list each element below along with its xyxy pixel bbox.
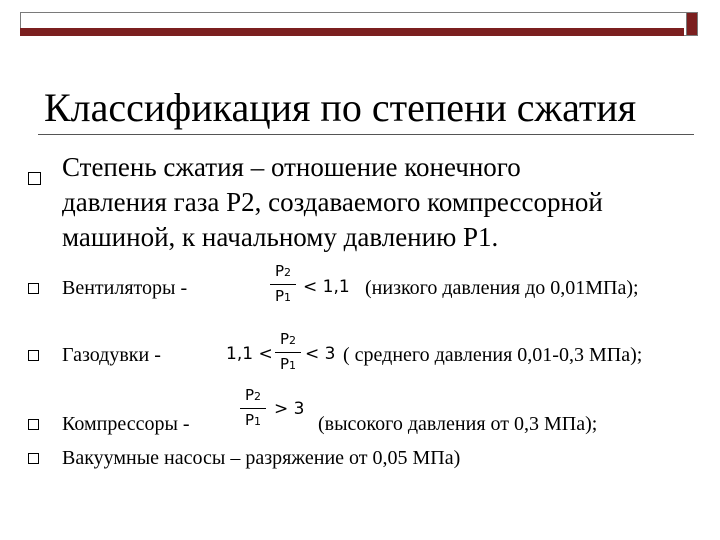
square-bullet-icon	[28, 453, 39, 464]
square-bullet-icon	[28, 172, 41, 185]
definition-line-3: машиной, к начальному давлению Р1.	[62, 222, 499, 252]
definition-line-2: давления газа Р2, создаваемого компрессорной	[62, 187, 603, 217]
definition-line-1: Степень сжатия – отношение конечного	[62, 152, 521, 182]
item-compressors-description: (высокого давления от 0,3 МПа);	[318, 413, 598, 435]
item-blowers-description: ( среднего давления 0,01-0,3 МПа);	[343, 344, 643, 366]
slide-title: Классификация по степени сжатия	[44, 85, 637, 130]
item-blowers-relation: < 3	[305, 344, 336, 364]
square-bullet-icon	[28, 419, 39, 430]
title-divider	[38, 134, 694, 135]
item-blowers-lower-bound: 1,1 <	[226, 344, 273, 364]
item-fans-description: (низкого давления до 0,01МПа);	[365, 277, 639, 299]
square-bullet-icon	[28, 350, 39, 361]
square-bullet-icon	[28, 283, 39, 294]
pressure-ratio-fraction: P2 P1	[270, 262, 296, 307]
pressure-ratio-fraction: P2 P1	[240, 386, 266, 431]
item-fans-relation: < 1,1	[303, 277, 350, 297]
header-bar-accent	[20, 28, 684, 36]
item-compressors-label: Компрессоры -	[62, 413, 190, 435]
item-blowers-label: Газодувки -	[62, 344, 161, 366]
item-fans-label: Вентиляторы -	[62, 277, 188, 299]
item-vacuum-pumps-label: Вакуумные насосы – разряжение от 0,05 МПа)	[62, 447, 461, 469]
pressure-ratio-fraction: P2 P1	[275, 330, 301, 375]
item-compressors-relation: > 3	[274, 399, 305, 419]
header-corner-square	[686, 12, 698, 36]
